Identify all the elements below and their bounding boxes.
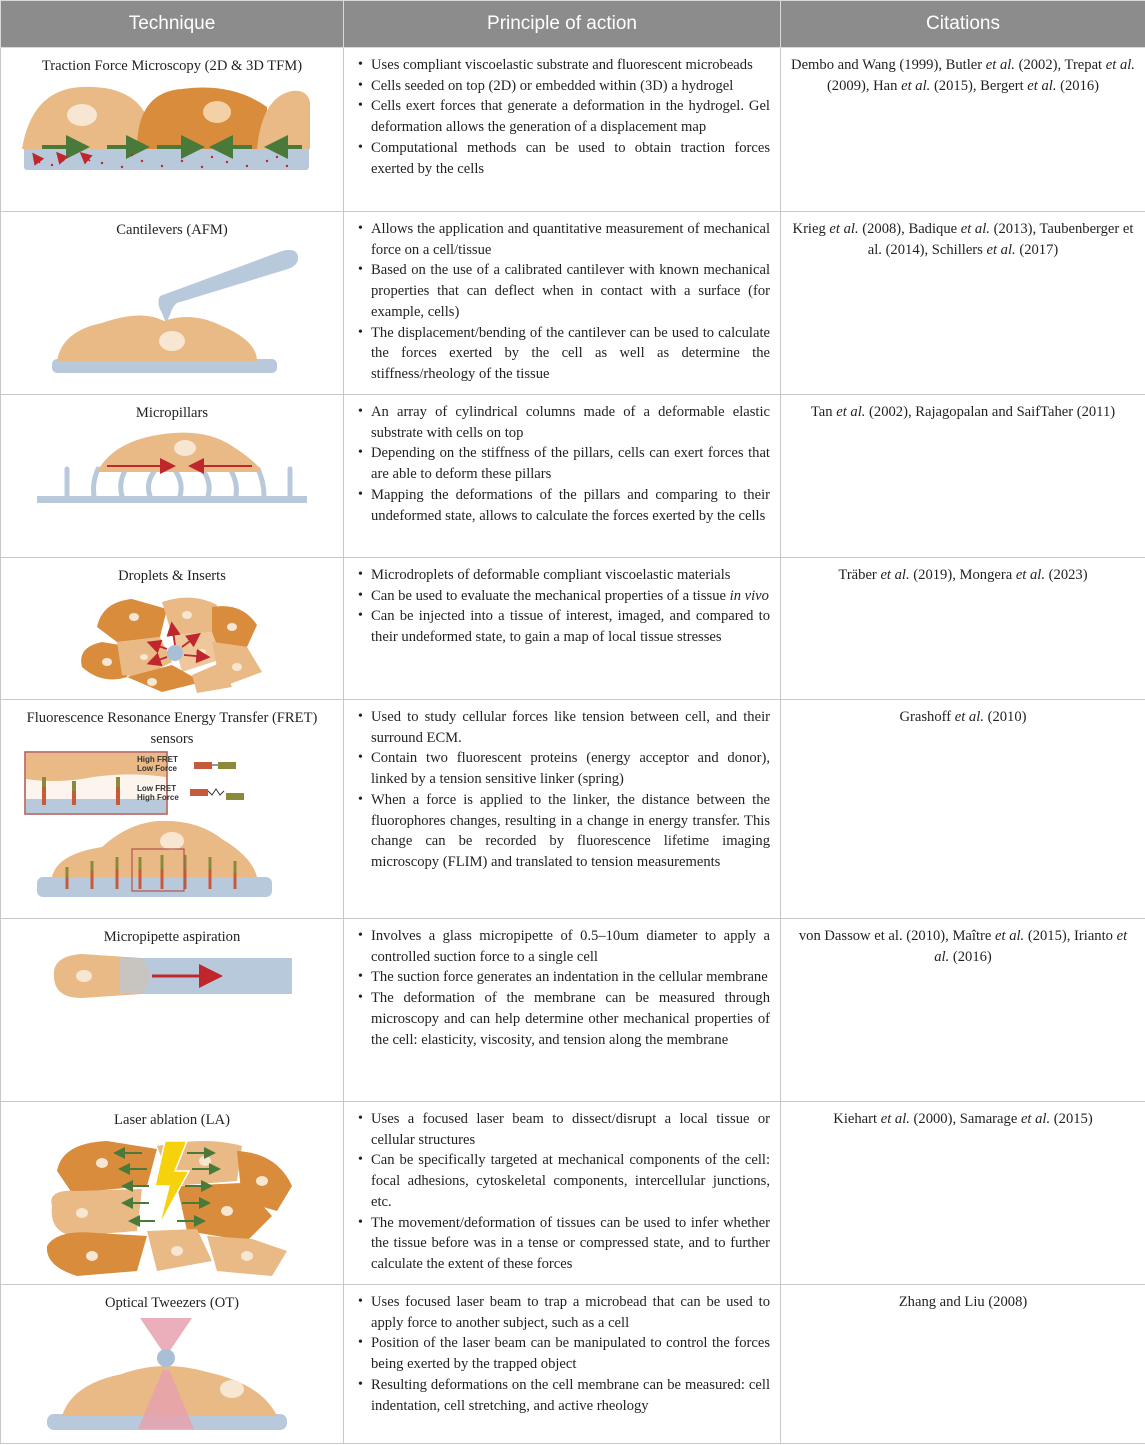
principle-cell (344, 700, 781, 919)
high-force-label: High Force (137, 793, 179, 803)
principle-bullet: • Used to study cellular forces like tension between cell, and their surround ECM. (358, 707, 770, 748)
citations-cell: Grashoff et al. (2010) (781, 700, 1145, 919)
header-technique: Technique (1, 1, 344, 48)
principle-list (344, 1285, 780, 1416)
principle-bullet: • Resulting deformations on the cell membrane can be measured: cell indentation, cell stretching, and active rheology (358, 1375, 770, 1416)
principle-bullet: • The suction force generates an indentation in the cellular membrane (358, 967, 770, 988)
principle-bullet: • Depending on the stiffness of the pillars, cells can exert forces that are able to deform these pillars (358, 443, 770, 484)
principle-bullet: • Computational methods can be used to obtain traction forces exerted by the cells (358, 138, 770, 179)
principle-bullet: • Cells exert forces that generate a deformation in the hydrogel. Gel deformation allows the generation of a displacement map (358, 96, 770, 137)
technique-name: Fluorescence Resonance Energy Transfer (FRET) sensors (26, 710, 318, 747)
principle-bullet: • The movement/deformation of tissues can be used to infer whether the tissue before was in a tense or compressed state, and to further calculate the extent of these forces (358, 1213, 770, 1275)
principle-bullet: • Uses focused laser beam to trap a microbead that can be used to apply force to another subject, such as a cell (358, 1292, 770, 1333)
table-row (1, 48, 1145, 212)
principle-list (344, 558, 780, 648)
fret-illustration (22, 749, 322, 907)
principle-bullet: • Can be used to evaluate the mechanical properties of a tissue in vivo (358, 586, 770, 607)
principle-bullet: • Based on the use of a calibrated cantilever with known mechanical properties that can deflect when in contact with a surface (for example, cells) (358, 260, 770, 322)
table-row (1, 558, 1145, 700)
header-principle: Principle of action (344, 1, 781, 48)
principle-cell (344, 1102, 781, 1285)
table-row (1, 1102, 1145, 1285)
table-row (1, 1285, 1145, 1444)
droplets-illustration (72, 587, 272, 697)
technique-cell (1, 395, 344, 558)
technique-cell (1, 212, 344, 395)
technique-name: Optical Tweezers (OT) (104, 1295, 240, 1311)
principle-bullet: • The deformation of the membrane can be measured through microscopy and can help determine other mechanical properties of the cell: elasticity, viscosity, and tension along the membrane (358, 988, 770, 1050)
principle-bullet: • Position of the laser beam can be manipulated to control the forces being exerted by the trapped object (358, 1333, 770, 1374)
principle-bullet: • Mapping the deformations of the pillars and comparing to their undeformed state, allows to calculate the forces exerted by the cells (358, 485, 770, 526)
principle-list (344, 1102, 780, 1275)
principle-bullet: • When a force is applied to the linker, the distance between the fluorophores changes, resulting in a change in energy transfer. This change can be recorded by fluorescence lifetime imaging microscopy (FLIM) and translated to tension measurements (358, 790, 770, 873)
technique-cell (1, 700, 344, 919)
citations-cell: Träber et al. (2019), Mongera et al. (2023) (781, 558, 1145, 700)
principle-cell (344, 48, 781, 212)
technique-cell (1, 558, 344, 700)
laser-ablation-illustration (37, 1131, 307, 1281)
low-force-label: Low Force (137, 764, 178, 774)
principle-cell (344, 395, 781, 558)
afm-illustration (42, 241, 302, 381)
technique-name: Droplets & Inserts (118, 568, 226, 584)
technique-name: Micropillars (135, 405, 209, 421)
principle-list (344, 48, 780, 179)
principle-bullet: • Involves a glass micropipette of 0.5–10um diameter to apply a controlled suction force to a single cell (358, 926, 770, 967)
header-citations: Citations (781, 1, 1145, 48)
principle-cell (344, 919, 781, 1102)
tfm-illustration (22, 77, 322, 177)
principle-list (344, 919, 780, 1050)
citations-cell: Krieg et al. (2008), Badique et al. (2013), Taubenberger et al. (2014), Schillers et al. (2017) (781, 212, 1145, 395)
table-row (1, 919, 1145, 1102)
principle-list (344, 395, 780, 526)
principle-cell (344, 1285, 781, 1444)
header-row (1, 1, 1145, 48)
citations-cell: Dembo and Wang (1999), Butler et al. (2002), Trepat et al. (2009), Han et al. (2015), Bergert et al. (2016) (781, 48, 1145, 212)
technique-name: Cantilevers (AFM) (116, 222, 228, 238)
citations-cell: Zhang and Liu (2008) (781, 1285, 1145, 1444)
technique-name: Micropipette aspiration (103, 929, 241, 945)
table-row (1, 395, 1145, 558)
technique-cell (1, 48, 344, 212)
citations-cell: von Dassow et al. (2010), Maître et al. (2015), Irianto et al. (2016) (781, 919, 1145, 1102)
principle-bullet: • Contain two fluorescent proteins (energy acceptor and donor), linked by a tension sensitive linker (spring) (358, 748, 770, 789)
technique-cell (1, 1102, 344, 1285)
principle-bullet: • Can be injected into a tissue of interest, imaged, and compared to their undeformed state, to gain a map of local tissue stresses (358, 606, 770, 647)
technique-cell (1, 919, 344, 1102)
table-row (1, 212, 1145, 395)
principle-bullet: • An array of cylindrical columns made of a deformable elastic substrate with cells on top (358, 402, 770, 443)
citations-cell: Kiehart et al. (2000), Samarage et al. (2015) (781, 1102, 1145, 1285)
high-fret-label: High FRET (137, 755, 178, 765)
low-fret-label: Low FRET (137, 784, 177, 794)
micropipette-illustration (42, 948, 302, 1008)
principle-list (344, 212, 780, 385)
micropillars-illustration (32, 424, 312, 519)
principle-cell (344, 212, 781, 395)
technique-name: Traction Force Microscopy (2D & 3D TFM) (41, 58, 303, 74)
principle-list (344, 700, 780, 873)
citations-cell: Tan et al. (2002), Rajagopalan and SaifTaher (2011) (781, 395, 1145, 558)
principle-cell (344, 558, 781, 700)
principle-bullet: • Microdroplets of deformable compliant viscoelastic materials (358, 565, 770, 586)
principle-bullet: • Cells seeded on top (2D) or embedded within (3D) a hydrogel (358, 76, 770, 97)
technique-name: Laser ablation (LA) (114, 1112, 230, 1128)
principle-bullet: • Uses a focused laser beam to dissect/disrupt a local tissue or cellular structures (358, 1109, 770, 1150)
principle-bullet: • The displacement/bending of the cantilever can be used to calculate the forces exerted by the cell as well as determine the stiffness/rheology of the tissue (358, 323, 770, 385)
principle-bullet: • Can be specifically targeted at mechanical components of the cell: focal adhesions, cytoskeletal components, intercellular junctions, etc. (358, 1150, 770, 1212)
principle-bullet: • Uses compliant viscoelastic substrate and fluorescent microbeads (358, 55, 770, 76)
technique-cell (1, 1285, 344, 1444)
optical-tweezers-illustration (42, 1314, 302, 1436)
table-row (1, 700, 1145, 919)
principle-bullet: • Allows the application and quantitative measurement of mechanical force on a cell/tissue (358, 219, 770, 260)
